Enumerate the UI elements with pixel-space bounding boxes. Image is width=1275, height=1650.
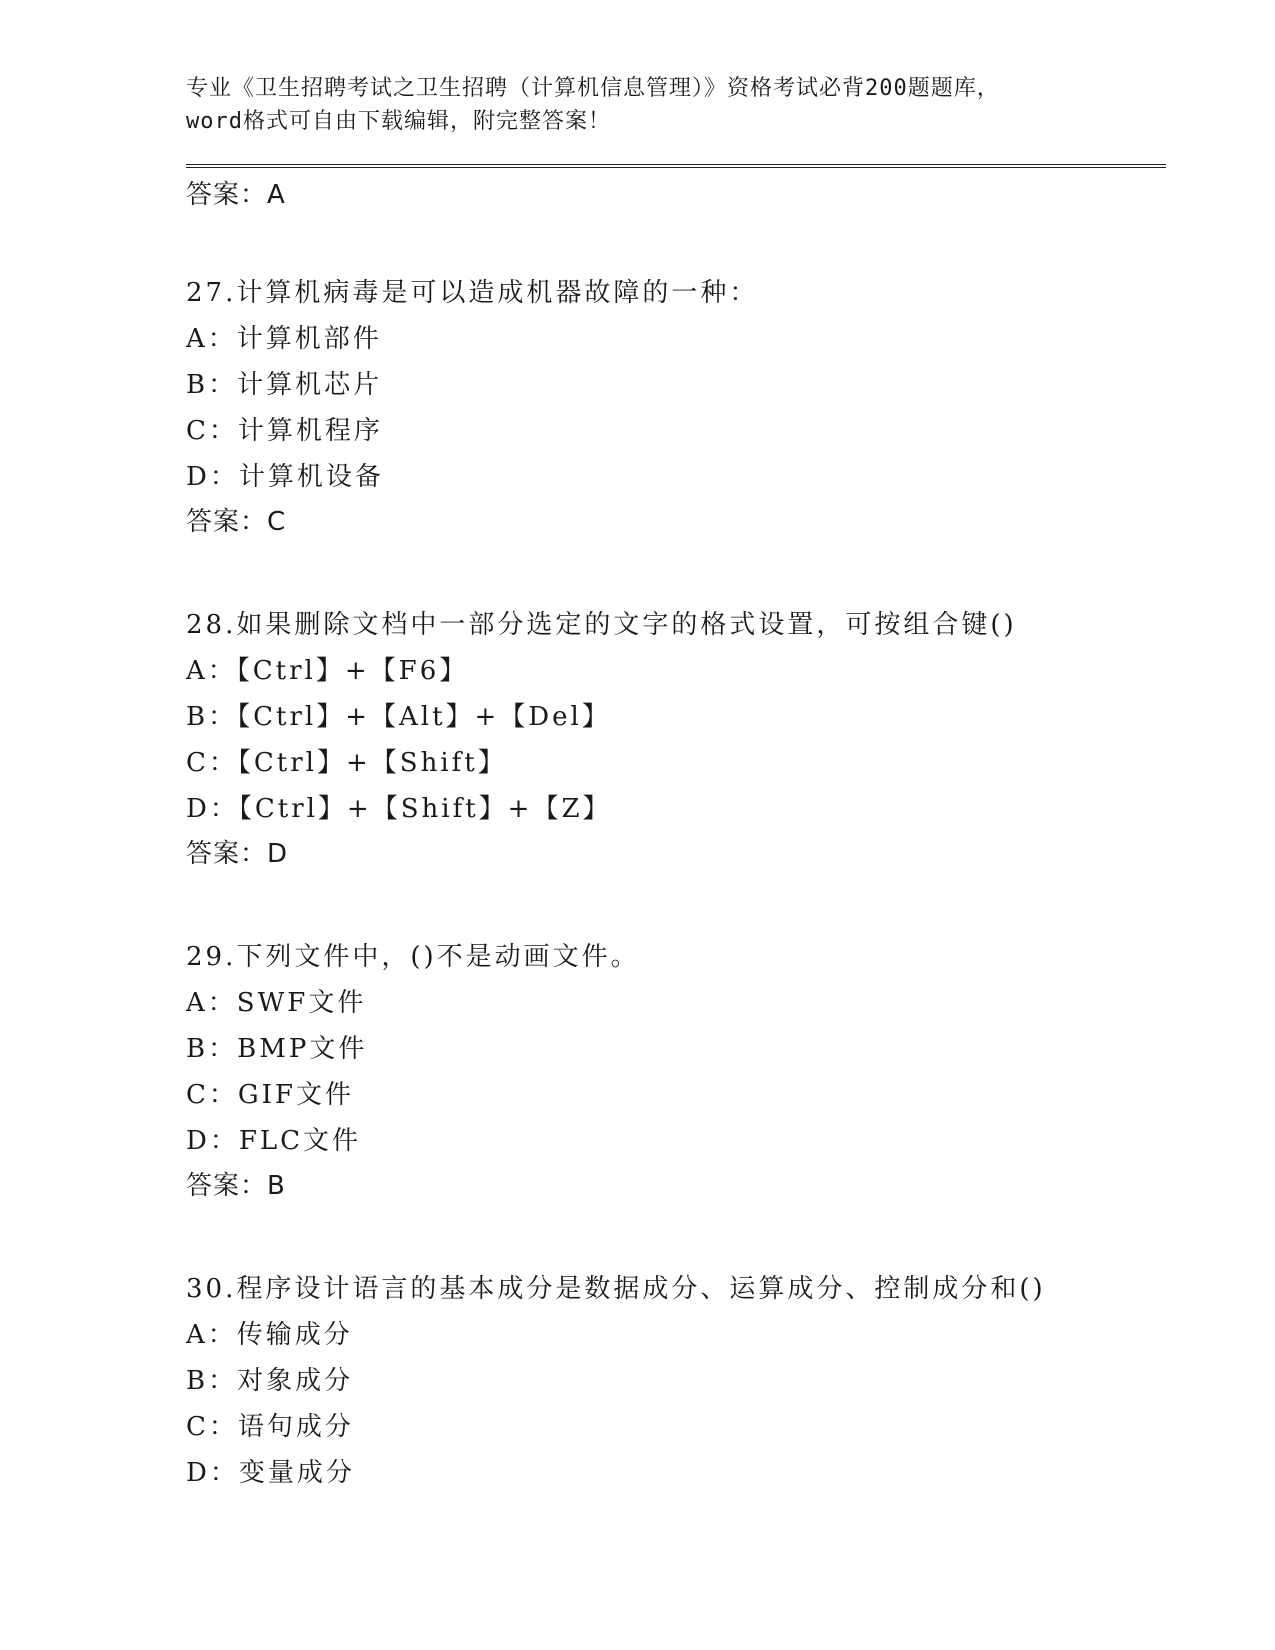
question-28 xyxy=(186,602,1166,876)
option-d: D：计算机设备 xyxy=(186,462,384,492)
answer: 答案：C xyxy=(186,507,287,537)
option-b: B：计算机芯片 xyxy=(186,370,383,400)
header-line-2: word格式可自由下载编辑，附完整答案！ xyxy=(186,109,611,134)
question-stem: 30.程序设计语言的基本成分是数据成分、运算成分、控制成分和() xyxy=(186,1274,1046,1304)
option-a: A：SWF文件 xyxy=(186,988,367,1018)
question-27 xyxy=(186,270,1166,544)
option-c: C：GIF文件 xyxy=(186,1080,354,1110)
question-stem: 28.如果删除文档中一部分选定的文字的格式设置，可按组合键() xyxy=(186,610,1017,640)
question-30 xyxy=(186,1266,1166,1496)
option-a: A：传输成分 xyxy=(186,1320,353,1350)
option-d: D：变量成分 xyxy=(186,1458,355,1488)
option-a: A：【Ctrl】+【F6】 xyxy=(186,656,469,686)
document-page xyxy=(186,72,1166,1496)
header-divider xyxy=(186,164,1166,168)
answer-26: 答案：A xyxy=(186,180,286,210)
question-stem: 29.下列文件中，()不是动画文件。 xyxy=(186,942,640,972)
option-d: D：FLC文件 xyxy=(186,1126,362,1156)
answer: 答案：D xyxy=(186,839,289,869)
option-b: B：【Ctrl】+【Alt】+【Del】 xyxy=(186,702,611,732)
option-b: B：对象成分 xyxy=(186,1366,354,1396)
option-b: B：BMP文件 xyxy=(186,1034,368,1064)
option-c: C：计算机程序 xyxy=(186,416,383,446)
option-c: C：语句成分 xyxy=(186,1412,354,1442)
option-c: C：【Ctrl】+【Shift】 xyxy=(186,748,507,778)
header-line-1: 专业《卫生招聘考试之卫生招聘（计算机信息管理）》资格考试必背200题题库， xyxy=(186,76,1000,101)
question-29 xyxy=(186,934,1166,1208)
question-stem: 27.计算机病毒是可以造成机器故障的一种： xyxy=(186,278,759,308)
answer: 答案：B xyxy=(186,1171,286,1201)
option-d: D：【Ctrl】+【Shift】+【Z】 xyxy=(186,794,612,824)
option-a: A：计算机部件 xyxy=(186,324,382,354)
